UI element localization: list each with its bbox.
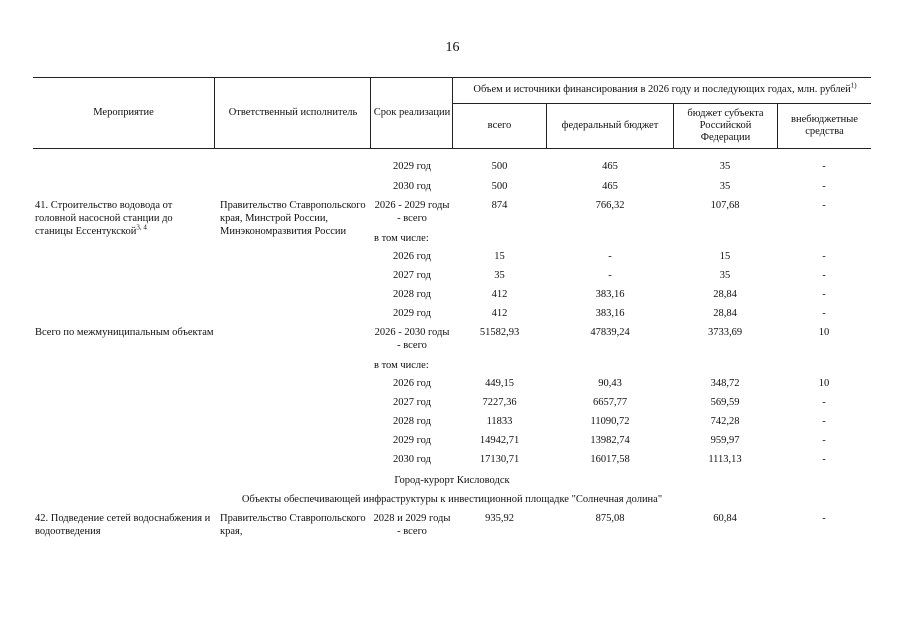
- term-cell: 2030 год: [393, 454, 431, 465]
- including-label: в том числе:: [374, 233, 429, 244]
- regional-cell: 35: [719, 161, 731, 172]
- total-cell: 17130,71: [479, 454, 520, 465]
- regional-cell: 348,72: [710, 378, 740, 389]
- executor-cell: Правительство Ставропольского края,: [220, 513, 366, 537]
- extra-cell: -: [822, 416, 826, 427]
- header-funding-footnote: 1): [850, 81, 857, 90]
- total-cell: 935,92: [485, 513, 514, 524]
- extra-cell: -: [822, 454, 826, 465]
- term-cell: 2028 год: [393, 416, 431, 427]
- term-cell: 2026 год: [393, 378, 431, 389]
- header-divider: [370, 77, 371, 148]
- header-federal: федеральный бюджет: [561, 119, 659, 131]
- extra-cell: 10: [818, 327, 830, 338]
- federal-cell: 6657,77: [592, 397, 628, 408]
- header-total: всего: [487, 119, 512, 131]
- regional-cell: 107,68: [710, 200, 740, 211]
- total-cell: 35: [494, 270, 505, 281]
- federal-cell: -: [608, 270, 612, 281]
- term-cell: 2028 и 2029 годы - всего: [373, 513, 451, 537]
- term-cell: 2029 год: [393, 435, 431, 446]
- regional-cell: 28,84: [713, 308, 737, 319]
- section-heading-objects: Объекты обеспечивающей инфраструктуры к инвестиционной площадке "Солнечная долина": [241, 494, 663, 505]
- extra-cell: 10: [818, 378, 830, 389]
- federal-cell: 90,43: [598, 378, 622, 389]
- federal-cell: 11090,72: [590, 416, 630, 427]
- regional-cell: 35: [719, 181, 731, 192]
- extra-cell: -: [822, 513, 826, 524]
- total-cell: 500: [491, 181, 508, 192]
- header-executor: Ответственный исполнитель: [228, 106, 358, 118]
- federal-cell: 383,16: [595, 289, 625, 300]
- total-cell: 500: [491, 161, 508, 172]
- extra-cell: -: [822, 200, 826, 211]
- federal-cell: 47839,24: [590, 327, 630, 338]
- event-cell: [35, 199, 211, 238]
- term-cell: 2030 год: [393, 181, 431, 192]
- federal-cell: 465: [602, 181, 618, 192]
- term-cell: 2029 год: [393, 308, 431, 319]
- header-funding-title: Объем и источники финансирования в 2026 году и последующих годах, млн. рублей: [473, 84, 851, 95]
- federal-cell: 383,16: [595, 308, 625, 319]
- term-cell: 2027 год: [393, 270, 431, 281]
- term-cell: 2026 год: [393, 251, 431, 262]
- term-cell: 2026 - 2030 годы - всего: [374, 327, 450, 351]
- executor-cell: Правительство Ставропольского края, Минстрой России, Минэкономразвития России: [220, 200, 366, 237]
- regional-cell: 15: [719, 251, 731, 262]
- term-cell: 2027 год: [393, 397, 431, 408]
- federal-cell: 465: [602, 161, 618, 172]
- federal-cell: 875,08: [595, 513, 625, 524]
- extra-cell: -: [822, 181, 826, 192]
- total-cell: 14942,71: [479, 435, 520, 446]
- extra-cell: -: [822, 308, 826, 319]
- header-term: Срок реализации: [373, 106, 451, 118]
- section-heading-city: Город-курорт Кисловодск: [394, 475, 510, 486]
- regional-cell: 569,59: [710, 397, 740, 408]
- term-cell: 2028 год: [393, 289, 431, 300]
- header-divider: [214, 77, 215, 148]
- extra-cell: -: [822, 161, 826, 172]
- total-cell: 412: [491, 308, 508, 319]
- federal-cell: 16017,58: [590, 454, 630, 465]
- regional-cell: 60,84: [713, 513, 737, 524]
- including-label: в том числе:: [374, 360, 429, 371]
- extra-cell: -: [822, 251, 826, 262]
- extra-cell: -: [822, 397, 826, 408]
- header-funding: [470, 77, 860, 103]
- header-event: Мероприятие: [93, 106, 154, 118]
- federal-cell: 766,32: [595, 200, 625, 211]
- header-bottom-border: [33, 148, 871, 149]
- extra-cell: -: [822, 289, 826, 300]
- regional-cell: 3733,69: [707, 327, 743, 338]
- total-cell: 449,15: [485, 378, 514, 389]
- total-row-label: Всего по межмуниципальным объектам: [35, 327, 214, 338]
- header-extra: внебюджетные средства: [791, 113, 858, 137]
- term-cell: 2026 - 2029 годы - всего: [374, 200, 450, 224]
- header-regional: бюджет субъекта Российской Федерации: [687, 107, 764, 143]
- extra-cell: -: [822, 435, 826, 446]
- total-cell: 51582,93: [479, 327, 520, 338]
- header-divider: [673, 103, 674, 148]
- event-text: 41. Строительство водовода от головной насосной станции до станицы Ессентукской: [35, 200, 173, 237]
- page-number: 16: [445, 40, 460, 55]
- federal-cell: 13982,74: [590, 435, 630, 446]
- event-cell: 42. Подведение сетей водоснабжения и водоотведения: [35, 513, 211, 537]
- total-cell: 412: [491, 289, 508, 300]
- regional-cell: 959,97: [710, 435, 740, 446]
- regional-cell: 28,84: [713, 289, 737, 300]
- event-footnote: 3, 4: [136, 223, 147, 232]
- regional-cell: 742,28: [710, 416, 740, 427]
- total-cell: 7227,36: [482, 397, 517, 408]
- regional-cell: 35: [719, 270, 731, 281]
- federal-cell: -: [608, 251, 612, 262]
- total-cell: 15: [494, 251, 505, 262]
- extra-cell: -: [822, 270, 826, 281]
- term-cell: 2029 год: [393, 161, 431, 172]
- total-cell: 874: [491, 200, 508, 211]
- total-cell: 11833: [486, 416, 513, 427]
- regional-cell: 1113,13: [708, 454, 742, 465]
